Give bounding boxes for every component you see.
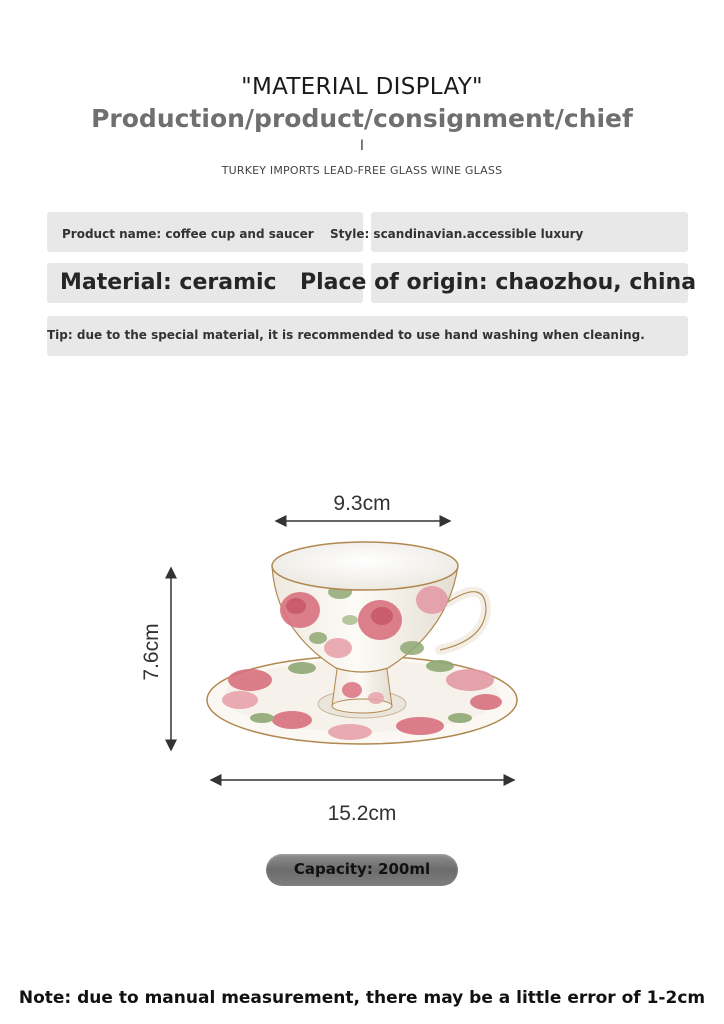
measurement-note: Note: due to manual measurement, there may be a little error of 1-2cm xyxy=(18,988,706,1008)
divider-mark: I xyxy=(359,138,365,154)
saucer-dimension-label: 15.2cm xyxy=(327,802,397,825)
cup-and-saucer-illustration xyxy=(0,480,724,840)
tagline: TURKEY IMPORTS LEAD-FREE GLASS WINE GLASS xyxy=(221,164,503,177)
page-subtitle: Production/product/consignment/chief xyxy=(91,104,633,133)
product-name-label: Product name: coffee cup and saucer xyxy=(62,227,314,241)
cup-body xyxy=(272,542,458,672)
material-label: Material: ceramic xyxy=(60,270,277,295)
style-label: Style: scandinavian.accessible luxury xyxy=(330,227,584,241)
width-dimension-label: 9.3cm xyxy=(333,492,391,515)
origin-label: Place of origin: chaozhou, china xyxy=(300,270,697,295)
care-tip: Tip: due to the special material, it is recommended to use hand washing when cleaning. xyxy=(47,328,645,342)
capacity-label: Capacity: 200ml xyxy=(293,860,431,878)
height-dimension-label: 7.6cm xyxy=(140,623,163,681)
page-title: "MATERIAL DISPLAY" xyxy=(241,74,483,100)
